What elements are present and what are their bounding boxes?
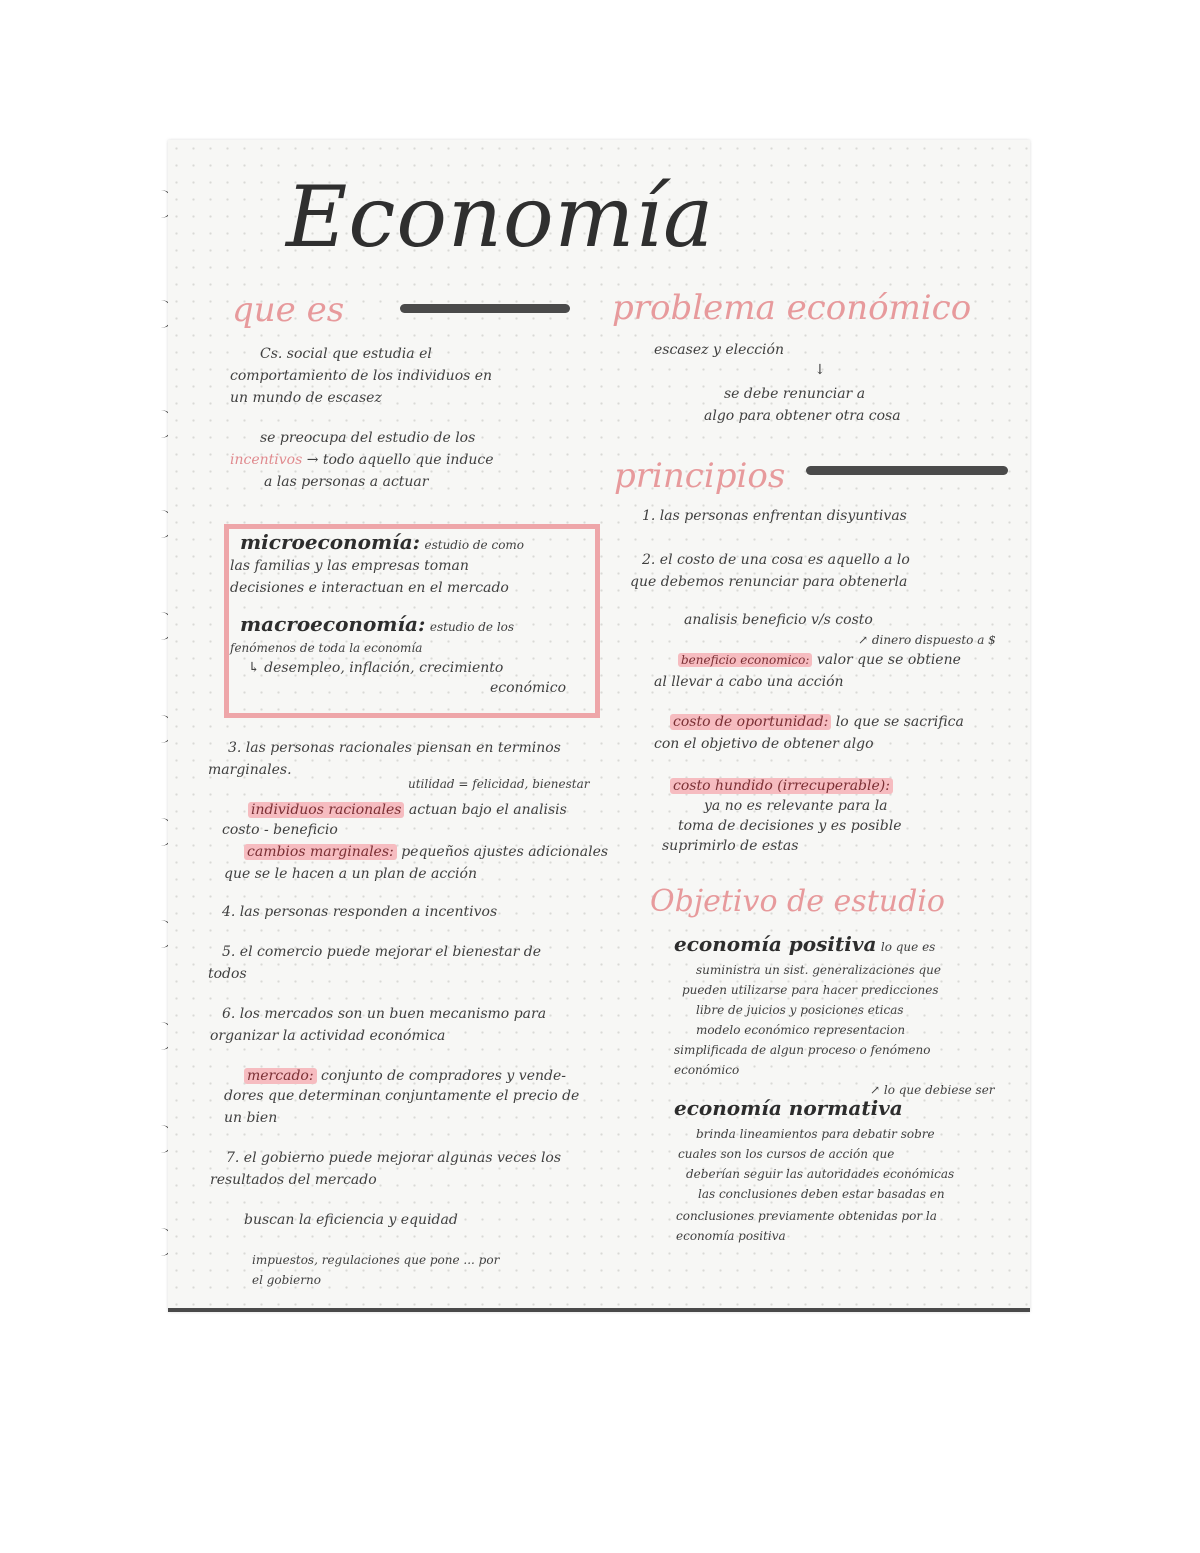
market-term: mercado: [244,1068,317,1084]
incentives-end: a las personas a actuar [264,474,429,490]
positive-def-line: suministra un sist. generalizaciones que [696,963,941,977]
benefit-term: beneficio economico: [678,653,812,667]
normative-def-line: las conclusiones deben estar basadas en [698,1187,945,1201]
rational-def: actuan bajo el analisis [408,802,567,818]
marginal-def-line: que se le hacen a un plan de acción [224,866,477,882]
market-line [244,1066,566,1087]
positive-def-line: simplificada de algun proceso o fenómeno [674,1043,931,1057]
principle-2: que debemos renunciar para obtenerla [630,574,908,590]
heading-principios: principios [614,456,786,496]
rational-def-line: costo - beneficio [222,822,338,838]
positive-def-line: modelo económico representacion [696,1023,906,1037]
macro-examples: ↳ desempleo, inflación, crecimiento [248,660,504,676]
principle-3: marginales. [208,762,292,778]
rational-line [248,800,567,821]
micro-term: microeconomía: [240,530,421,554]
definition-line: Cs. social que estudia el [260,346,432,362]
definition-line: comportamiento de los individuos en [230,368,493,384]
macro-term: macroeconomía: [240,612,426,636]
marginal-line [244,842,608,863]
macro-line [240,614,514,638]
macro-def: estudio de los [429,620,515,634]
positive-def-line: económico [674,1063,740,1077]
scarcity-arrow: ↓ [814,362,826,378]
scarcity-line: escasez y elección [654,342,784,358]
macro-examples: económico [490,680,567,696]
market-def-line: dores que determinan conjuntamente el precio de [224,1088,580,1104]
normative-def-line: deberían seguir las autoridades económicas [686,1167,955,1181]
sunk-term: costo hundido (irrecuperable): [670,778,893,794]
cost-benefit-analysis: analisis beneficio v/s costo [684,612,873,628]
heading-que-es: que es [232,290,345,330]
incentives-term: incentivos [230,452,303,468]
positive-term: economía positiva [674,932,877,956]
notebook-page [168,140,1030,1312]
incentives-line [230,450,494,471]
heading-objetivo-de-estudio: Objetivo de estudio [650,884,945,919]
heading-underline-bar [400,304,570,313]
page-title: Economía [286,168,715,266]
normative-def-line: conclusiones previamente obtenidas por la [676,1209,937,1223]
scarcity-def: algo para obtener otra cosa [704,408,901,424]
principle-1: 1. las personas enfrentan disyuntivas [642,508,907,524]
opportunity-line [670,712,964,733]
opportunity-term: costo de oportunidad: [670,714,831,730]
micro-def: estudio de como [424,538,525,552]
money-note: ↗ dinero dispuesto a $ [858,633,996,647]
heading-problema-economico: problema económico [612,288,972,328]
positive-line [674,934,935,958]
heading-underline-bar [806,466,1008,475]
taxes-note: impuestos, regulaciones que pone ... por [252,1253,500,1267]
rational-term: individuos racionales [248,802,404,818]
positive-def: lo que es [880,940,936,954]
positive-def-line: pueden utilizarse para hacer predicciones [682,983,939,997]
macro-def-line: fenómenos de toda la economía [230,641,423,655]
principle-2: 2. el costo de una cosa es aquello a lo [642,552,910,568]
principle-5: 5. el comercio puede mejorar el bienestar de [222,944,541,960]
normative-line [674,1098,903,1122]
benefit-def-line: al llevar a cabo una acción [654,674,844,690]
incentives-intro: se preocupa del estudio de los [260,430,476,446]
utility-note: utilidad = felicidad, bienestar [408,777,590,791]
incentives-rest: → todo aquello que induce [306,452,494,468]
micro-def-line: las familias y las empresas toman [230,558,469,574]
principle-3: 3. las personas racionales piensan en terminos [228,740,561,756]
market-def-line: un bien [224,1110,278,1126]
principle-6: 6. los mercados son un buen mecanismo para [222,1006,547,1022]
normative-def-line: cuales son los cursos de acción que [678,1147,895,1161]
micro-def-line: decisiones e interactuan en el mercado [230,580,509,596]
sunk-line [670,776,893,797]
sunk-def-line: ya no es relevante para la [704,798,888,814]
taxes-note: el gobierno [252,1273,321,1287]
sunk-def-line: suprimirlo de estas [662,838,799,854]
principle-4: 4. las personas responden a incentivos [222,904,498,920]
normative-def-line: brinda lineamientos para debatir sobre [696,1127,935,1141]
positive-def-line: libre de juicios y posiciones eticas [696,1003,904,1017]
benefit-line [678,650,961,671]
should-note: ↗ lo que debiese ser [870,1083,995,1097]
marginal-def: pequeños ajustes adicionales [401,844,609,860]
opportunity-def: lo que se sacrifica [835,714,964,730]
micro-line [240,532,524,556]
opportunity-def-line: con el objetivo de obtener algo [654,736,874,752]
principle-7: resultados del mercado [210,1172,377,1188]
normative-def-line: economía positiva [676,1229,786,1243]
principle-6: organizar la actividad económica [210,1028,446,1044]
benefit-def: valor que se obtiene [816,652,961,668]
scarcity-def: se debe renunciar a [724,386,866,402]
sunk-def-line: toma de decisiones y es posible [678,818,902,834]
government-goal: buscan la eficiencia y equidad [244,1212,458,1228]
marginal-term: cambios marginales: [244,844,397,860]
market-def: conjunto de compradores y vende- [321,1068,566,1084]
definition-line: un mundo de escasez [230,390,382,406]
normative-term: economía normativa [674,1096,903,1120]
principle-7: 7. el gobierno puede mejorar algunas veces los [226,1150,562,1166]
principle-5: todos [208,966,247,982]
